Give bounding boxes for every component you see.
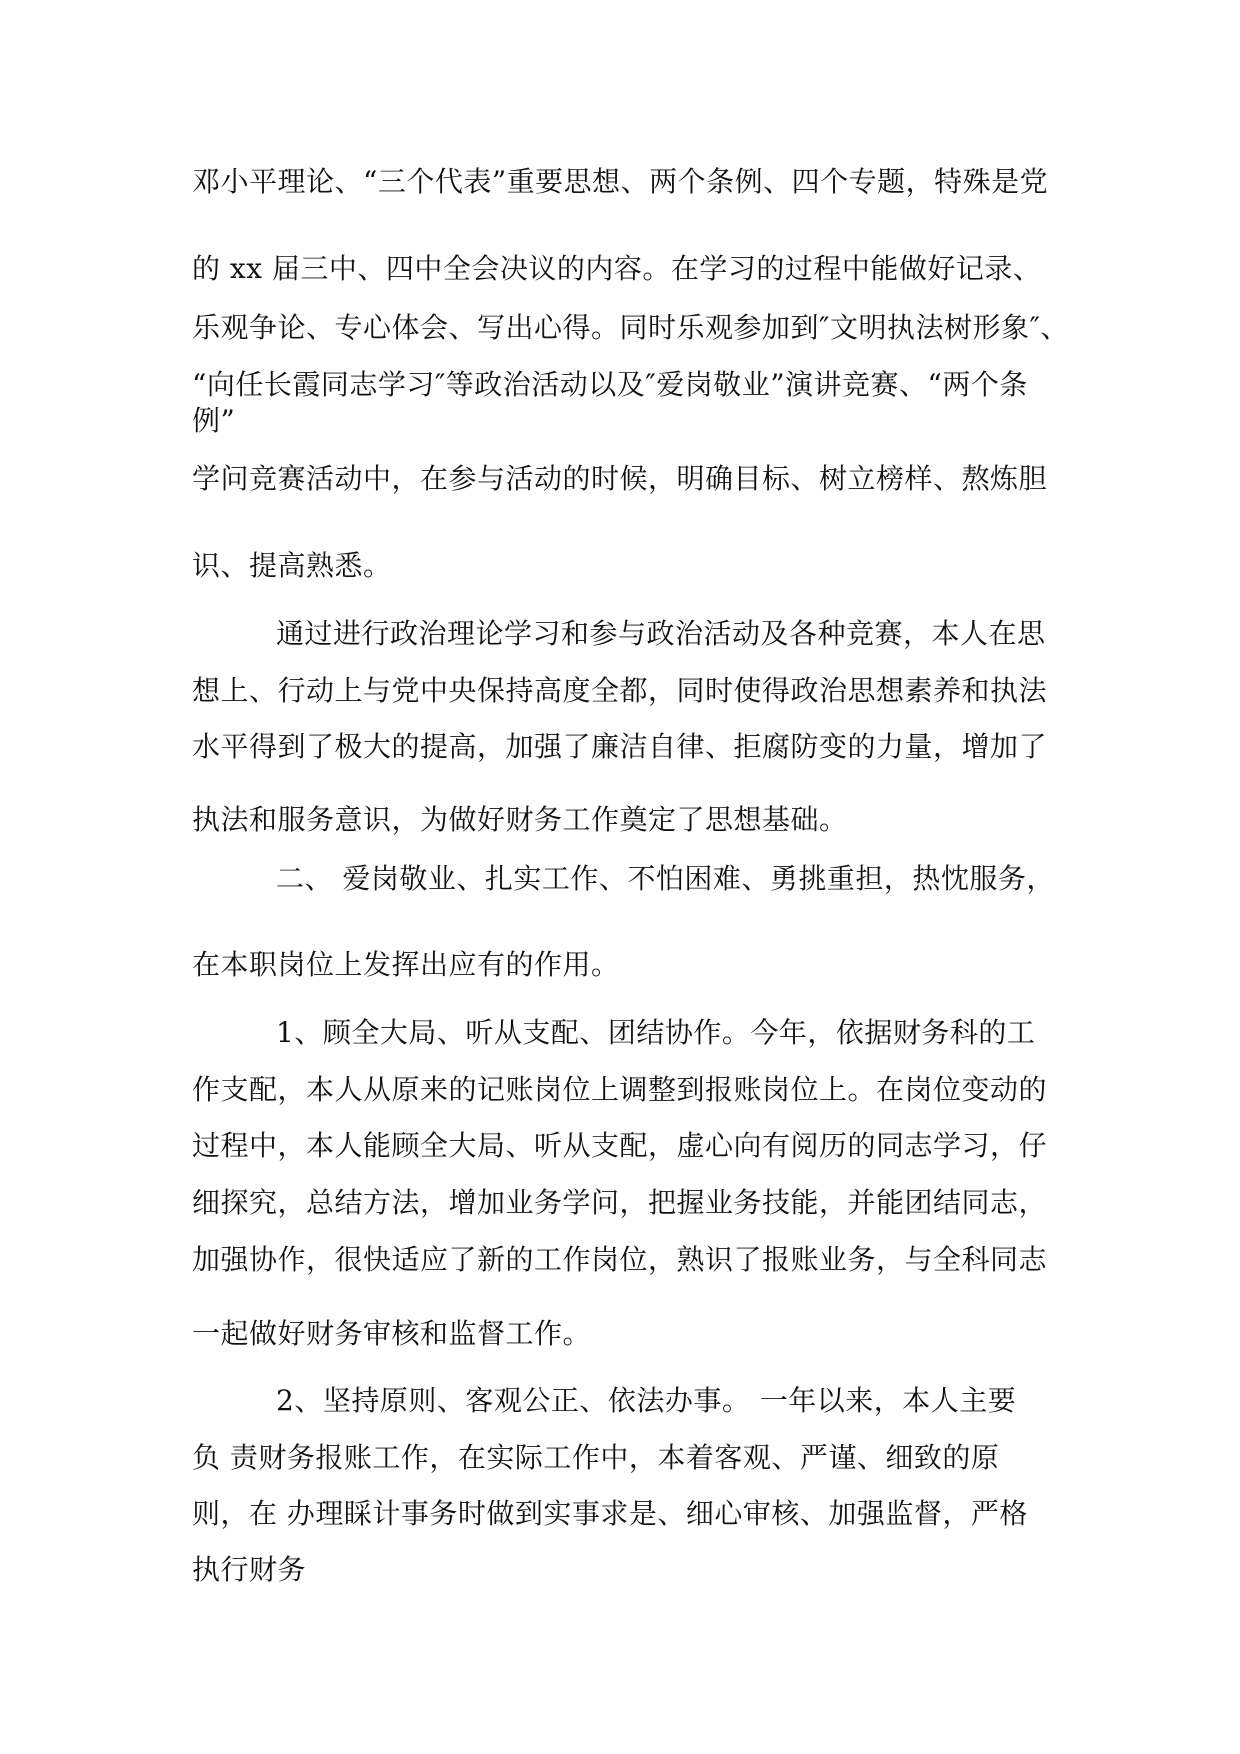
- text-line: 过程中，本人能顾全大局、听从支配，虚心向有阅历的同志学习，仔: [192, 1129, 1048, 1162]
- text-line: “向任长霞同志学习″等政治活动以及″爱岗敬业”演讲竞赛、“两个条: [192, 368, 1028, 401]
- text-line: 在本职岗位上发挥出应有的作用。: [192, 948, 620, 981]
- section-heading: 二、 爱岗敬业、扎实工作、不怕困难、勇挑重担，热忱服务，: [276, 862, 1055, 895]
- text-line: 想上、行动上与党中央保持高度全都，同时使得政治思想素养和执法: [192, 674, 1048, 707]
- text-line: 学问竞赛活动中，在参与活动的时候，明确目标、树立榜样、熬炼胆: [192, 462, 1048, 495]
- paragraph-first-line: 通过进行政治理论学习和参与政治活动及各种竞赛，本人在思: [276, 617, 1046, 650]
- text-line: 识、提高熟悉。: [192, 549, 392, 582]
- text-line: 的 xx 届三中、四中全会决议的内容。在学习的过程中能做好记录、: [192, 252, 1042, 285]
- paragraph-first-line: 2、坚持原则、客观公正、依法办事。 一年以来，本人主要: [276, 1384, 1017, 1417]
- text-line: 加强协作，很快适应了新的工作岗位，熟识了报账业务，与全科同志: [192, 1243, 1048, 1276]
- text-line: 则，在 办理睬计事务时做到实事求是、细心审核、加强监督，严格: [192, 1497, 1028, 1530]
- text-line: 例”: [192, 404, 236, 437]
- text-line: 执法和服务意识，为做好财务工作奠定了思想基础。: [192, 803, 848, 836]
- text-line: 细探究，总结方法，增加业务学问，把握业务技能，并能团结同志，: [192, 1186, 1048, 1219]
- text-line: 负 责财务报账工作，在实际工作中，本着客观、严谨、细致的原: [192, 1441, 1000, 1474]
- text-line: 乐观争论、专心体会、写出心得。同时乐观参加到″文明执法树形象″、: [192, 311, 1069, 344]
- paragraph-first-line: 1、顾全大局、听从支配、团结协作。今年，依据财务科的工: [276, 1016, 1036, 1049]
- text-line: 邓小平理论、“三个代表”重要思想、两个条例、四个专题，特殊是党: [192, 165, 1049, 198]
- text-line: 作支配，本人从原来的记账岗位上调整到报账岗位上。在岗位变动的: [192, 1073, 1048, 1106]
- text-line: 一起做好财务审核和监督工作。: [192, 1317, 592, 1350]
- text-line: 执行财务: [192, 1553, 307, 1586]
- text-line: 水平得到了极大的提高，加强了廉洁自律、拒腐防变的力量，增加了: [192, 730, 1048, 763]
